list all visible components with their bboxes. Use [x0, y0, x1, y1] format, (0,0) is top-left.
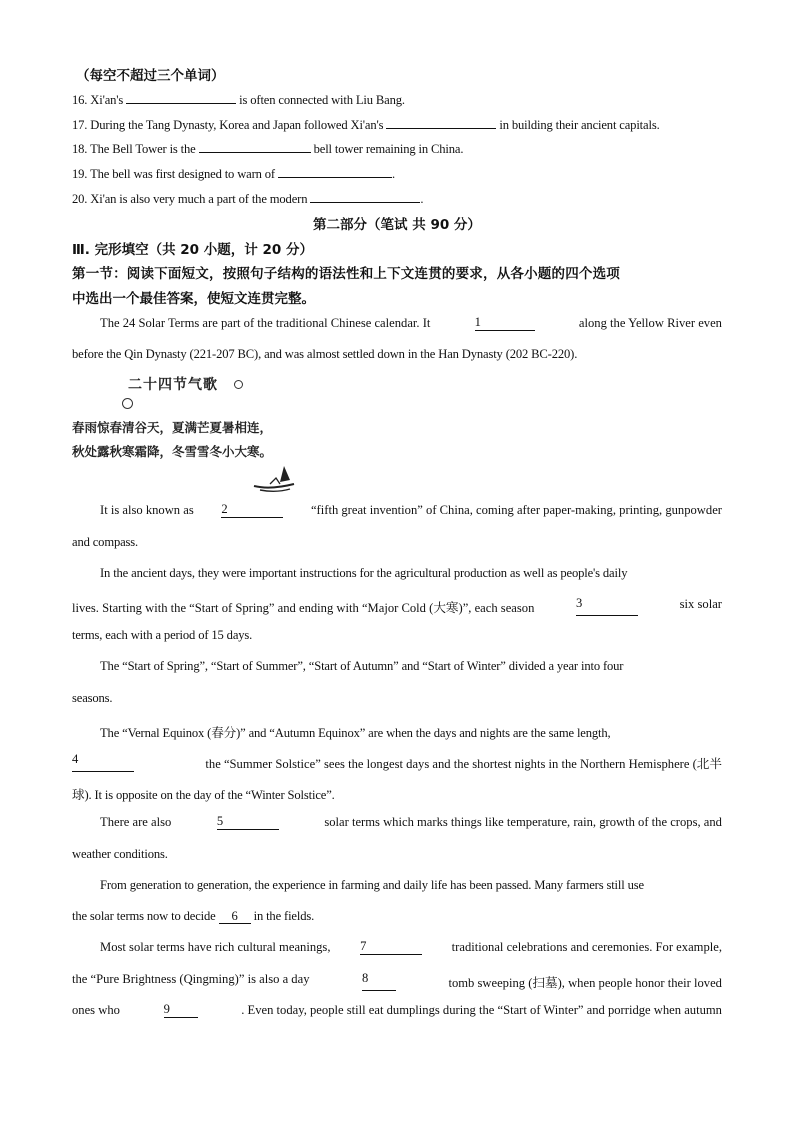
section1-instruction-line1: 第一节：阅读下面短文，按照句子结构的语法性和上下文连贯的要求，从各小题的四个选项 — [72, 266, 620, 282]
p2-line1: It is also known as 2 “fifth great invention” of China, coming after paper-making, printing, gunpowder — [100, 502, 722, 517]
question-18: 18. The Bell Tower is the bell tower remaining in China. — [72, 142, 464, 156]
answer-blank-20[interactable] — [310, 190, 420, 203]
cloze-blank-5[interactable]: 5 — [217, 815, 279, 830]
p6-line2: weather conditions. — [72, 847, 168, 861]
p5-line2: 4 the “Summer Solstice” sees the longest days and the shortest nights in the Northern Hemisphere (北半 — [72, 752, 722, 771]
cloze-blank-8[interactable]: 8 — [362, 972, 396, 991]
p5-line3: 球). It is opposite on the day of the “Winter Solstice”. — [72, 788, 335, 802]
answer-blank-16[interactable] — [126, 91, 236, 104]
p5-line1: The “Vernal Equinox (春分)” and “Autumn Equinox” are when the days and nights are the same length, — [100, 726, 611, 740]
poem-line1: 春雨惊春清谷天，夏满芒夏暑相连， — [72, 420, 273, 435]
poem-line2: 秋处露秋寒霜降，冬雪雪冬小大寒。 — [72, 444, 273, 459]
p1-line1: The 24 Solar Terms are part of the traditional Chinese calendar. It 1 along the Yellow River even — [100, 315, 722, 330]
section3-heading: Ⅲ. 完形填空（共 20 小题，计 20 分） — [72, 242, 313, 258]
solar-terms-poem-image — [72, 372, 302, 492]
question-19: 19. The bell was first designed to warn of . — [72, 167, 395, 181]
answer-blank-17[interactable] — [386, 116, 496, 129]
p7-line2: the solar terms now to decide 6 in the fields. — [72, 909, 315, 923]
p3-line1: In the ancient days, they were important instructions for the agricultural production as well as people's daily — [100, 566, 628, 580]
p8-line1: Most solar terms have rich cultural meanings, 7 traditional celebrations and ceremonies. For example, — [100, 939, 722, 954]
circle-mark-icon — [234, 380, 243, 389]
cloze-blank-7[interactable]: 7 — [360, 940, 422, 955]
blank-instruction: （每空不超过三个单词） — [76, 68, 225, 84]
cloze-blank-9[interactable]: 9 — [164, 1003, 198, 1018]
section1-instruction-line2: 中选出一个最佳答案，使短文连贯完整。 — [72, 291, 315, 307]
answer-blank-19[interactable] — [278, 165, 392, 178]
p3-line2: lives. Starting with the “Start of Spring” and ending with “Major Cold (大寒)”, each season 3 six solar — [72, 596, 722, 615]
cloze-blank-6[interactable]: 6 — [219, 910, 251, 924]
cloze-blank-3[interactable]: 3 — [576, 597, 638, 616]
question-20: 20. Xi'an is also very much a part of the modern . — [72, 192, 424, 206]
cloze-blank-2[interactable]: 2 — [221, 503, 283, 518]
p2-line2: and compass. — [72, 535, 139, 549]
boat-sketch-icon — [250, 460, 302, 494]
p3-line3: terms, each with a period of 15 days. — [72, 628, 253, 642]
p8-line3: ones who 9 . Even today, people still eat dumplings during the “Start of Winter” and porridge when autumn — [72, 1002, 722, 1017]
cloze-blank-1[interactable]: 1 — [475, 316, 535, 331]
question-17: 17. During the Tang Dynasty, Korea and Japan followed Xi'an's in building their ancient capitals. — [72, 118, 660, 132]
p8-line2: the “Pure Brightness (Qingming)” is also a day 8 tomb sweeping (扫墓), when people honor their loved — [72, 971, 722, 990]
p1-line2: before the Qin Dynasty (221-207 BC), and was almost settled down in the Han Dynasty (202 BC-220). — [72, 347, 578, 361]
answer-blank-18[interactable] — [199, 140, 311, 153]
circle-mark-icon — [122, 398, 133, 409]
question-16: 16. Xi'an's is often connected with Liu Bang. — [72, 93, 405, 107]
p4-line1: The “Start of Spring”, “Start of Summer”, “Start of Autumn” and “Start of Winter” divided a year into four — [100, 659, 624, 673]
p4-line2: seasons. — [72, 691, 113, 705]
poem-title: 二十四节气歌 — [128, 377, 218, 393]
p7-line1: From generation to generation, the experience in farming and daily life has been passed. Many farmers still use — [100, 878, 644, 892]
cloze-blank-4[interactable]: 4 — [72, 753, 134, 772]
p6-line1: There are also 5 solar terms which marks things like temperature, rain, growth of the crops, and — [100, 814, 722, 829]
part2-heading: 第二部分（笔试 共 90 分） — [313, 217, 481, 233]
